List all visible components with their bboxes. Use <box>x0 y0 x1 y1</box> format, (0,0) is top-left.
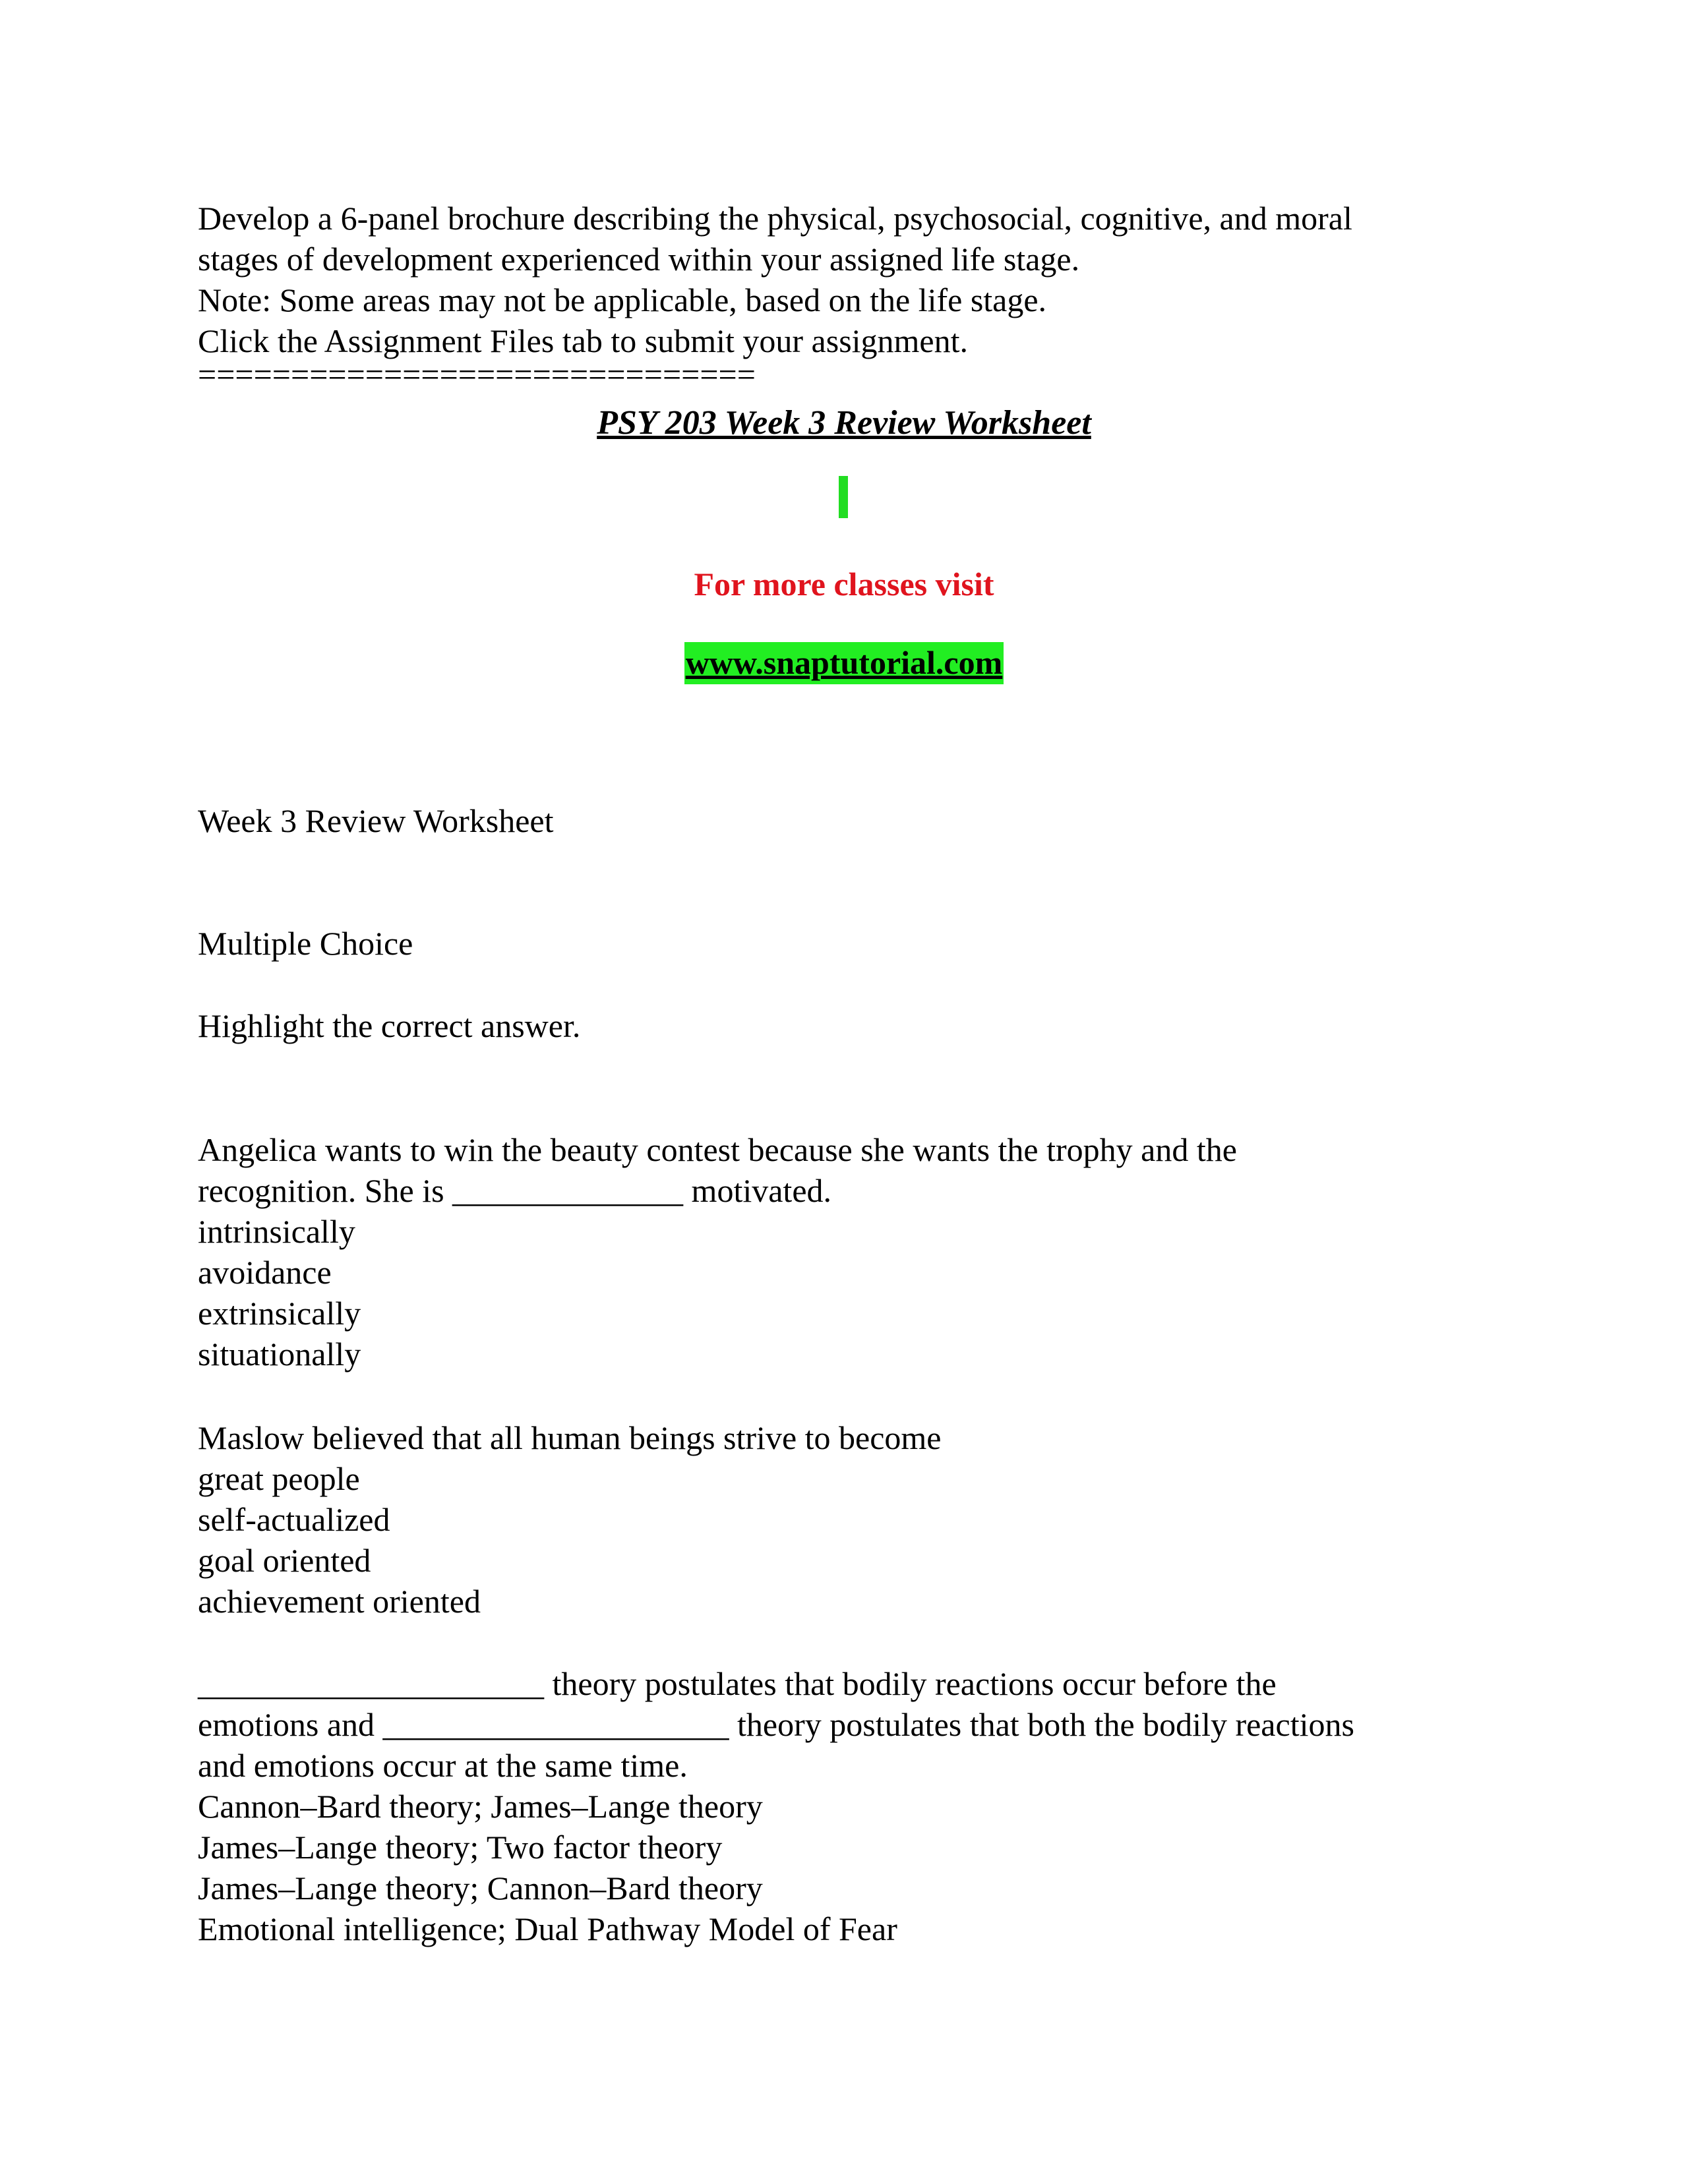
question-text: and emotions occur at the same time. <box>198 1747 688 1784</box>
intro-paragraph <box>198 198 1490 388</box>
answer-option[interactable]: great people <box>198 1460 360 1497</box>
worksheet-title: PSY 203 Week 3 Review Worksheet <box>597 404 1091 442</box>
question-1 <box>198 1129 1490 1374</box>
answer-option[interactable]: situationally <box>198 1336 361 1372</box>
question-text: _____________________ theory postulates that bodily reactions occur before the <box>198 1665 1277 1702</box>
instruction-text: Highlight the correct answer. <box>198 1007 581 1044</box>
question-2 <box>198 1417 1490 1622</box>
question-text: Angelica wants to win the beauty contest because she wants the trophy and the <box>198 1131 1237 1168</box>
question-3 <box>198 1663 1490 1949</box>
answer-option[interactable]: avoidance <box>198 1254 332 1291</box>
answer-option[interactable]: James–Lange theory; Cannon–Bard theory <box>198 1870 763 1906</box>
intro-line: Note: Some areas may not be applicable, based on the life stage. <box>198 281 1047 318</box>
section-heading-text: Multiple Choice <box>198 925 413 962</box>
link-container <box>0 642 1688 684</box>
answer-option[interactable]: intrinsically <box>198 1213 355 1250</box>
snaptutorial-link[interactable]: www.snaptutorial.com <box>684 642 1004 684</box>
question-text: Maslow believed that all human beings strive to become <box>198 1419 942 1456</box>
worksheet-heading <box>198 800 1490 841</box>
answer-options <box>198 1211 1490 1374</box>
worksheet-heading-text: Week 3 Review Worksheet <box>198 802 554 839</box>
instruction <box>198 1005 1490 1046</box>
question-text: emotions and _____________________ theory postulates that both the bodily reactions <box>198 1706 1354 1743</box>
answer-option[interactable]: Cannon–Bard theory; James–Lange theory <box>198 1788 763 1825</box>
separator-line: ============================== <box>198 361 756 388</box>
question-text: recognition. She is ______________ motivated. <box>198 1172 832 1209</box>
text-cursor-marker <box>839 476 848 518</box>
answer-option[interactable]: goal oriented <box>198 1542 371 1579</box>
intro-line: Click the Assignment Files tab to submit your assignment. <box>198 322 969 359</box>
section-heading <box>198 923 1490 964</box>
answer-options <box>198 1458 1490 1622</box>
visit-text: For more classes visit <box>694 566 994 603</box>
answer-options <box>198 1786 1490 1949</box>
intro-line: stages of development experienced within your assigned life stage. <box>198 241 1080 278</box>
answer-option[interactable]: self-actualized <box>198 1501 390 1538</box>
answer-option[interactable]: Emotional intelligence; Dual Pathway Model of Fear <box>198 1910 897 1947</box>
answer-option[interactable]: James–Lange theory; Two factor theory <box>198 1829 723 1866</box>
answer-option[interactable]: achievement oriented <box>198 1583 481 1620</box>
answer-option[interactable]: extrinsically <box>198 1295 361 1332</box>
intro-line: Develop a 6-panel brochure describing the physical, psychosocial, cognitive, and moral <box>198 200 1352 237</box>
